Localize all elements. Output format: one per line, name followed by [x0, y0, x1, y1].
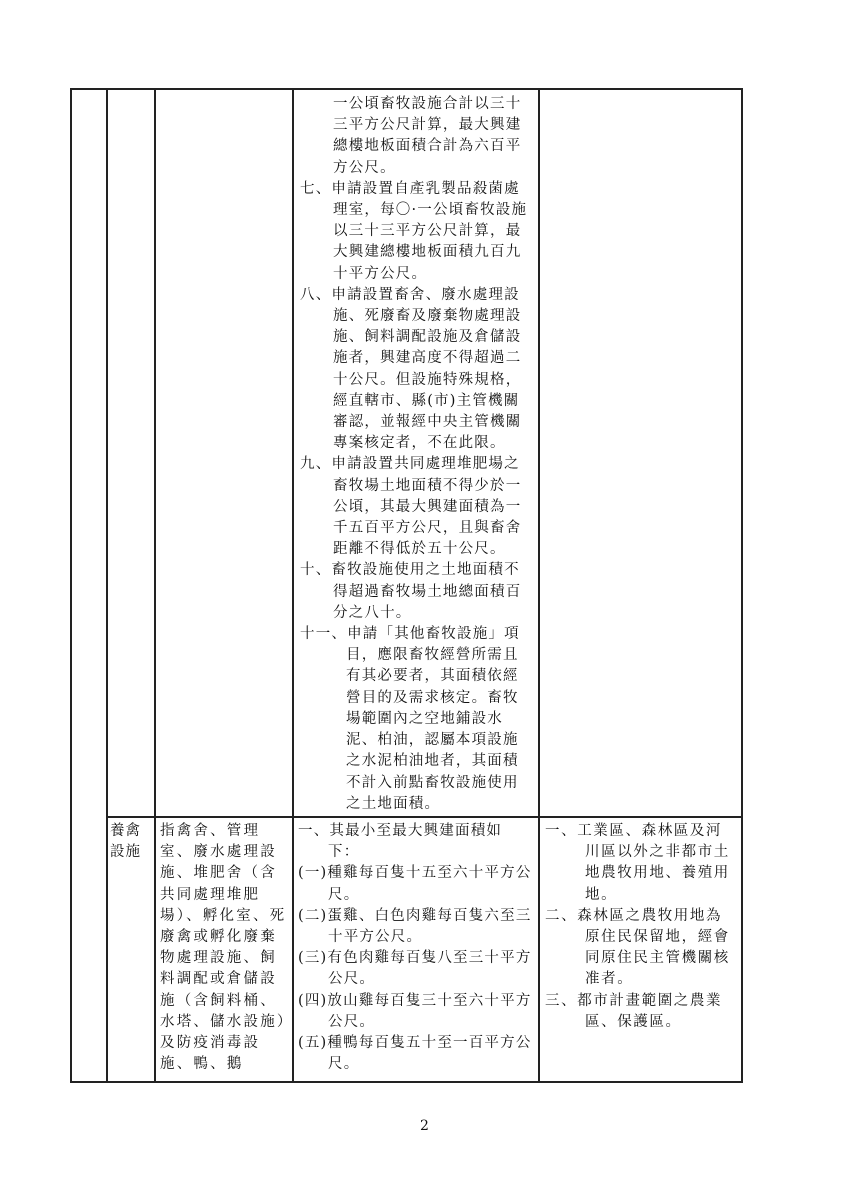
note-text: 工業區、森林區及河川區以外之非都市土地農牧用地、養殖用地。 [577, 823, 730, 903]
table-bottom-border [70, 1081, 743, 1083]
page-number: 2 [420, 1118, 429, 1134]
standard-num: 十一、 [300, 626, 348, 643]
standard-item [300, 560, 530, 624]
standard-text: 其最小至最大興建面積如下： [328, 823, 503, 861]
definition-text: 指禽舍、管理室、廢水處理設施、堆肥舍（含共同處理堆肥場）、孵化室、死廢禽或孵化廢棄物處理設施、飼料調配或倉儲設施（含飼料桶、水塔、儲水設施）及防疫消毒設施、鴨、鵝 [160, 823, 287, 1073]
column-divider-1 [106, 88, 108, 1083]
row2-standards-cell [298, 821, 532, 1075]
standard-num: (二) [298, 907, 328, 924]
standard-text: 申請設置共同處理堆肥場之畜牧場土地面積不得少於一公頃，其最大興建面積為一千五百平方公尺，且與畜舍距離不得低於五十公尺。 [331, 456, 522, 558]
standard-item [300, 285, 530, 455]
standard-item [298, 1033, 532, 1075]
standard-item [298, 821, 532, 863]
standard-item [300, 454, 530, 560]
column-divider-2 [154, 88, 156, 1083]
standard-text: 種鴨每百隻五十至一百平方公尺。 [327, 1035, 532, 1073]
standard-num: (四) [298, 992, 328, 1009]
note-item [545, 821, 735, 906]
standard-num: 八、 [300, 286, 332, 303]
standard-item [300, 624, 530, 815]
standard-num: (一) [298, 865, 328, 882]
standard-item [298, 863, 532, 905]
column-divider-4 [538, 88, 540, 1083]
standard-text: 申請「其他畜牧設施」項目，應限畜牧經營所需且有其必要者，其面積依經營目的及需求核定。畜牧場範圍內之空地鋪設水泥、柏油，認屬本項設施之水泥柏油地者，其面積不計入前點畜牧設施使用之土地面積。 [346, 626, 520, 812]
standard-text: 有色肉雞每百隻八至三十平方公尺。 [327, 950, 532, 988]
table-left-border [70, 88, 72, 1083]
standard-num: 一、 [298, 823, 330, 839]
standard-text: 申請設置自產乳製品殺菌處理室，每〇·一公頃畜牧設施以三十三平方公尺計算，最大興建總樓地板面積九百九十平方公尺。 [331, 180, 528, 282]
standard-text: 種雞每百隻十五至六十平方公尺。 [327, 865, 532, 903]
row-divider [106, 816, 743, 818]
standard-text: 一公頃畜牧設施合計以三十三平方公尺計算，最大興建總樓地板面積合計為六百平方公尺。 [333, 96, 522, 176]
standard-text: 申請設置畜舍、廢水處理設施、死廢畜及廢棄物處理設施、飼料調配設施及倉儲設施者，興建高度不得超過二十公尺。但設施特殊規格，經直轄市、縣(市)主管機關審認，並報經中央主管機關專案核定者，不在此限。 [331, 286, 522, 452]
standard-num: (五) [298, 1035, 328, 1052]
standard-item [300, 179, 530, 285]
standard-num: 七、 [300, 180, 332, 197]
standard-item [300, 94, 530, 179]
standard-item [298, 948, 532, 990]
note-text: 都市計畫範圍之農業區、保護區。 [577, 992, 723, 1030]
standard-item [298, 991, 532, 1033]
note-num: 二、 [545, 907, 578, 924]
standard-num: 九、 [300, 456, 332, 473]
note-item [545, 991, 735, 1033]
note-text: 森林區之農牧用地為原住民保留地，經會同原住民主管機關核准者。 [577, 907, 730, 988]
standard-text: 蛋雞、白色肉雞每百隻六至三十平方公尺。 [327, 907, 532, 946]
note-num: 一、 [545, 823, 578, 839]
category-label: 養禽設施 [110, 823, 141, 860]
note-num: 三、 [545, 992, 578, 1009]
standard-text: 畜牧設施使用之土地面積不得超過畜牧場土地總面積百分之八十。 [331, 562, 522, 621]
standard-num: 十、 [300, 562, 332, 579]
definition-cell [160, 821, 288, 1075]
standard-item [298, 906, 532, 948]
note-item [545, 906, 735, 991]
standard-text: 放山雞每百隻三十至六十平方公尺。 [327, 992, 532, 1030]
notes-cell [545, 821, 735, 1033]
table-right-border [741, 88, 743, 1083]
table-top-border [70, 88, 743, 90]
row1-standards-cell [300, 94, 530, 815]
standard-num: (三) [298, 950, 328, 967]
column-divider-3 [292, 88, 294, 1083]
